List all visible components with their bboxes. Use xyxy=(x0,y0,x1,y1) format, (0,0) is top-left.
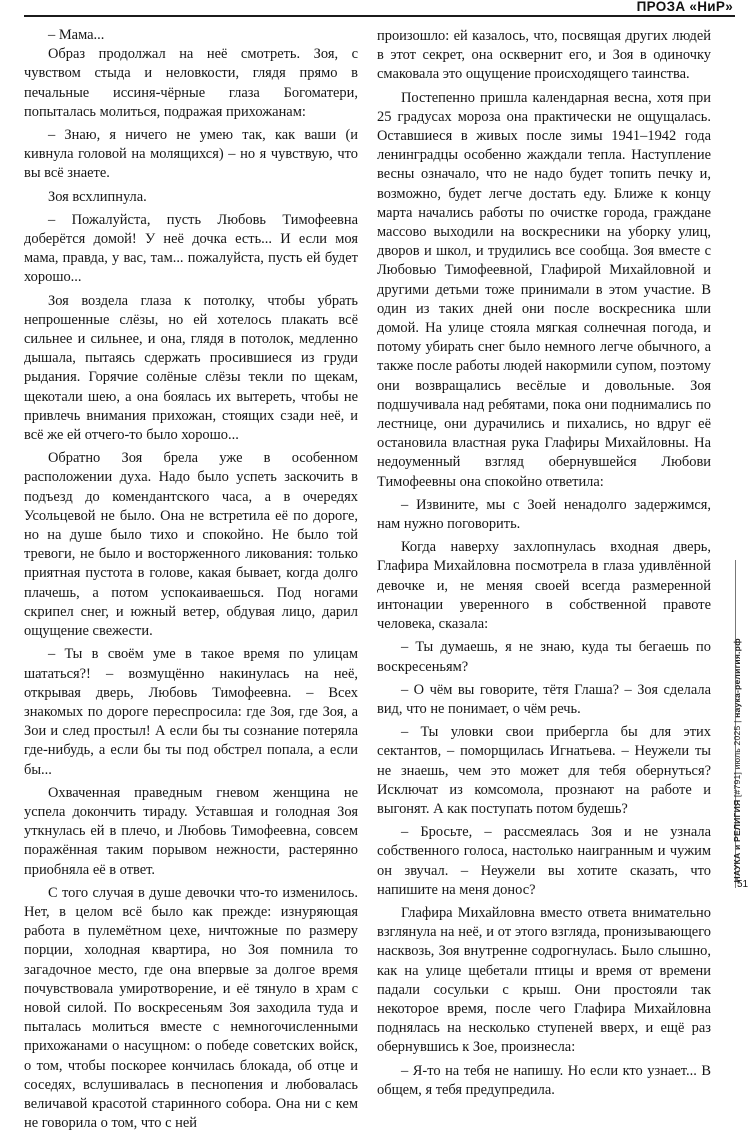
header-rule xyxy=(24,15,735,17)
paragraph: – Бросьте, – рассмеялась Зоя и не узнала собственного голоса, настолько наигранным и чужим он звучал. – Неужели вы хотите сказать, что напишите на меня донос? xyxy=(377,824,711,898)
magazine-name: НАУКА и РЕЛИГИЯ xyxy=(731,799,742,883)
paragraph: – Извините, мы с Зоей ненадолго задержимся, нам нужно поговорить. xyxy=(377,496,711,533)
paragraph: – Ты уловки свои прибергла бы для этих сектантов, – поморщилась Игнатьева. – Неужели ты не знаешь, чем это может для тебя обернуться? Исключат из комсомола, прознают на работе и выгонят. А как поступать потом будешь? xyxy=(377,724,711,817)
paragraph: – Знаю, я ничего не умею так, как ваши (и кивнула головой на молящихся) – но я чувствую, что вы всё знаете. xyxy=(24,127,358,182)
issue-date: июль 2025 xyxy=(731,725,742,770)
paragraph: Зоя всхлипнула. xyxy=(48,188,147,205)
paragraph: – О чём вы говорите, тётя Глаша? – Зоя сделала вид, что не понимает, о чём речь. xyxy=(377,681,711,717)
paragraph: С того случая в душе девочки что-то изменилось. Нет, в целом всё было как прежде: изнуряющая работа в пулемётном цехе, ничтожные по размеру порции, холодная квартира, но Зоя помнила то загадочное место, где она впервые за долгое время почувствовала умиротворение, и её тянуло в храм с новой силой. По воскресеньям Зоя заходила туда и пыталась молиться вместе с немногочисленными прихожанами о насущном: о победе советских войск, о том, чтобы поскорее кончилась блокада, об отце и соседях, вслушивалась в песнопения и любовалась величавой красотой старинного собора. Она ни с кем не говорила о том, что с ней xyxy=(24,884,358,1132)
paragraph: – Пожалуйста, пусть Любовь Тимофеевна доберётся домой! У неё дочка есть... И если моя мама, правда, у вас, там... пожалуйста, пусть ей будет хорошо... xyxy=(24,211,358,286)
paragraph: – Мама... xyxy=(48,27,105,43)
paragraph: произошло: ей казалось, что, посвящая других людей в этот секрет, она осквернит его, и Зоя в одиночку смаковала это ощущение происходящего таинства. xyxy=(377,28,711,83)
paragraph: Зоя воздела глаза к потолку, чтобы убрать непрошенные слёзы, но ей хотелось плакать всё сильнее и сильнее, и она, глядя в потолок, медленно дышала, пытаясь сдержать просившиеся из груди рыдания. Горячие солёные слёзы текли по щекам, щекотали шею, а она боялась их вытереть, чтобы не привлечь внимания прихожан, стоящих сзади неё, и всё же ей отчего-то было хорошо... xyxy=(24,292,358,444)
paragraph: Когда наверху захлопнулась входная дверь, Глафира Михайловна посмотрела в глаза удивлённой девочке и, не меняя своей всегда размеренной интонации уверенного в собственной правоте человека, сказала: xyxy=(377,539,711,633)
paragraph: – Я-то на тебя не напишу. Но если кто узнает... В общем, я тебя предупредила. xyxy=(377,1062,711,1098)
section-label: ПРОЗА «НиР» xyxy=(629,0,735,15)
vertical-sidebar xyxy=(731,560,749,888)
page-number: 51 xyxy=(736,879,749,890)
site-name: наука-религия.рф xyxy=(731,638,742,718)
paragraph: Охваченная праведным гневом женщина не успела докончить тираду. Уставшая и голодная Зоя уткнулась ей в плечо, и Любовь Тимофеевна, совсем поражённая таким порывом нежности, растерянно приобняла её в ответ. xyxy=(24,784,358,878)
text-column-right xyxy=(377,27,711,1100)
paragraph: Образ продолжал на неё смотреть. Зоя, с чувством стыда и неловкости, глядя прямо в печальные иссиня-чёрные глаза Богоматери, попыталась молиться, подражая прихожанам: xyxy=(24,46,358,120)
issue-number: [#791] xyxy=(731,771,742,798)
paragraph: – Ты думаешь, я не знаю, куда ты бегаешь по воскресеньям? xyxy=(377,639,711,675)
paragraph: Глафира Михайловна вместо ответа внимательно взглянула на неё, и от этого взгляда, пронизывающего насквозь, Зоя внутренне содрогнулась. Было слышно, как на улице щебетали птицы и время от времени падали сосульки с крыш. Они простояли так некоторое время, после чего Глафира Михайловна поднялась на несколько ступеней вверх, и ещё раз обернувшись к Зое, произнесла: xyxy=(377,904,711,1056)
paragraph: Постепенно пришла календарная весна, хотя при 25 градусах мороза она практически не ощущалась. Оставшиеся в живых после зимы 1941–1942 года ленинградцы особенно жаждали тепла. Наступление весны означало, что не надо будет топить печку и, возможно, будет легче достать еду. Ближе к концу марта начались работы по очистке города, граждане массово выходили на воскресники на уборку улиц, дворов и школ, и трудились все сообща. Зоя вместе с Любовью Тимофеевной, Глафирой Михайловной и другими детьми тоже принимали в этом участие. В один из таких дней они после воскресника шли домой. На улице стояла мягкая солнечная погода, и потому убирать снег было немного легче обычного, а также после работы людей накормили супом, поэтому они возвращались весёлые и довольные. Зоя подшучивала над ребятами, пока они поднимались по лестнице, они дурачились и пихались, но вдруг её остановила властная рука Глафиры Михайловны. На недоуменный взгляд обернувшейся Любови Тимофеевны она спокойно ответила: xyxy=(377,89,711,490)
paragraph: – Ты в своём уме в такое время по улицам шататься?! – возмущённо накинулась на неё, открывая дверь, Любовь Тимофеевна. – Всех знакомых по дороге переспросила: где Зоя, где Зоя, а Зои и след простыл! А если бы ты сознание потеряла где-нибудь, а если бы ты под обстрел попала, а если бы... xyxy=(24,646,358,778)
sidebar-text: НАУКА и РЕЛИГИЯ [#791] июль 2025 | наука-религия.рф xyxy=(731,638,742,883)
text-column-left xyxy=(24,26,358,1133)
paragraph: Обратно Зоя брела уже в особенном расположении духа. Надо было успеть заскочить в подъезд до комендантского часа, а в очередях Усольцевой не было. Она не встретила её по дороге, но на душе было тихо и спокойно. Не было той тревоги, не было и восторженного ликования: только приятная пустота в голове, какая бывает, когда долго плачешь, а потом успокаиваешься. Под ногами скрипел снег, и южный ветер, обдувая лицо, дарил ощущение свежести. xyxy=(24,450,358,640)
running-header xyxy=(0,0,749,17)
